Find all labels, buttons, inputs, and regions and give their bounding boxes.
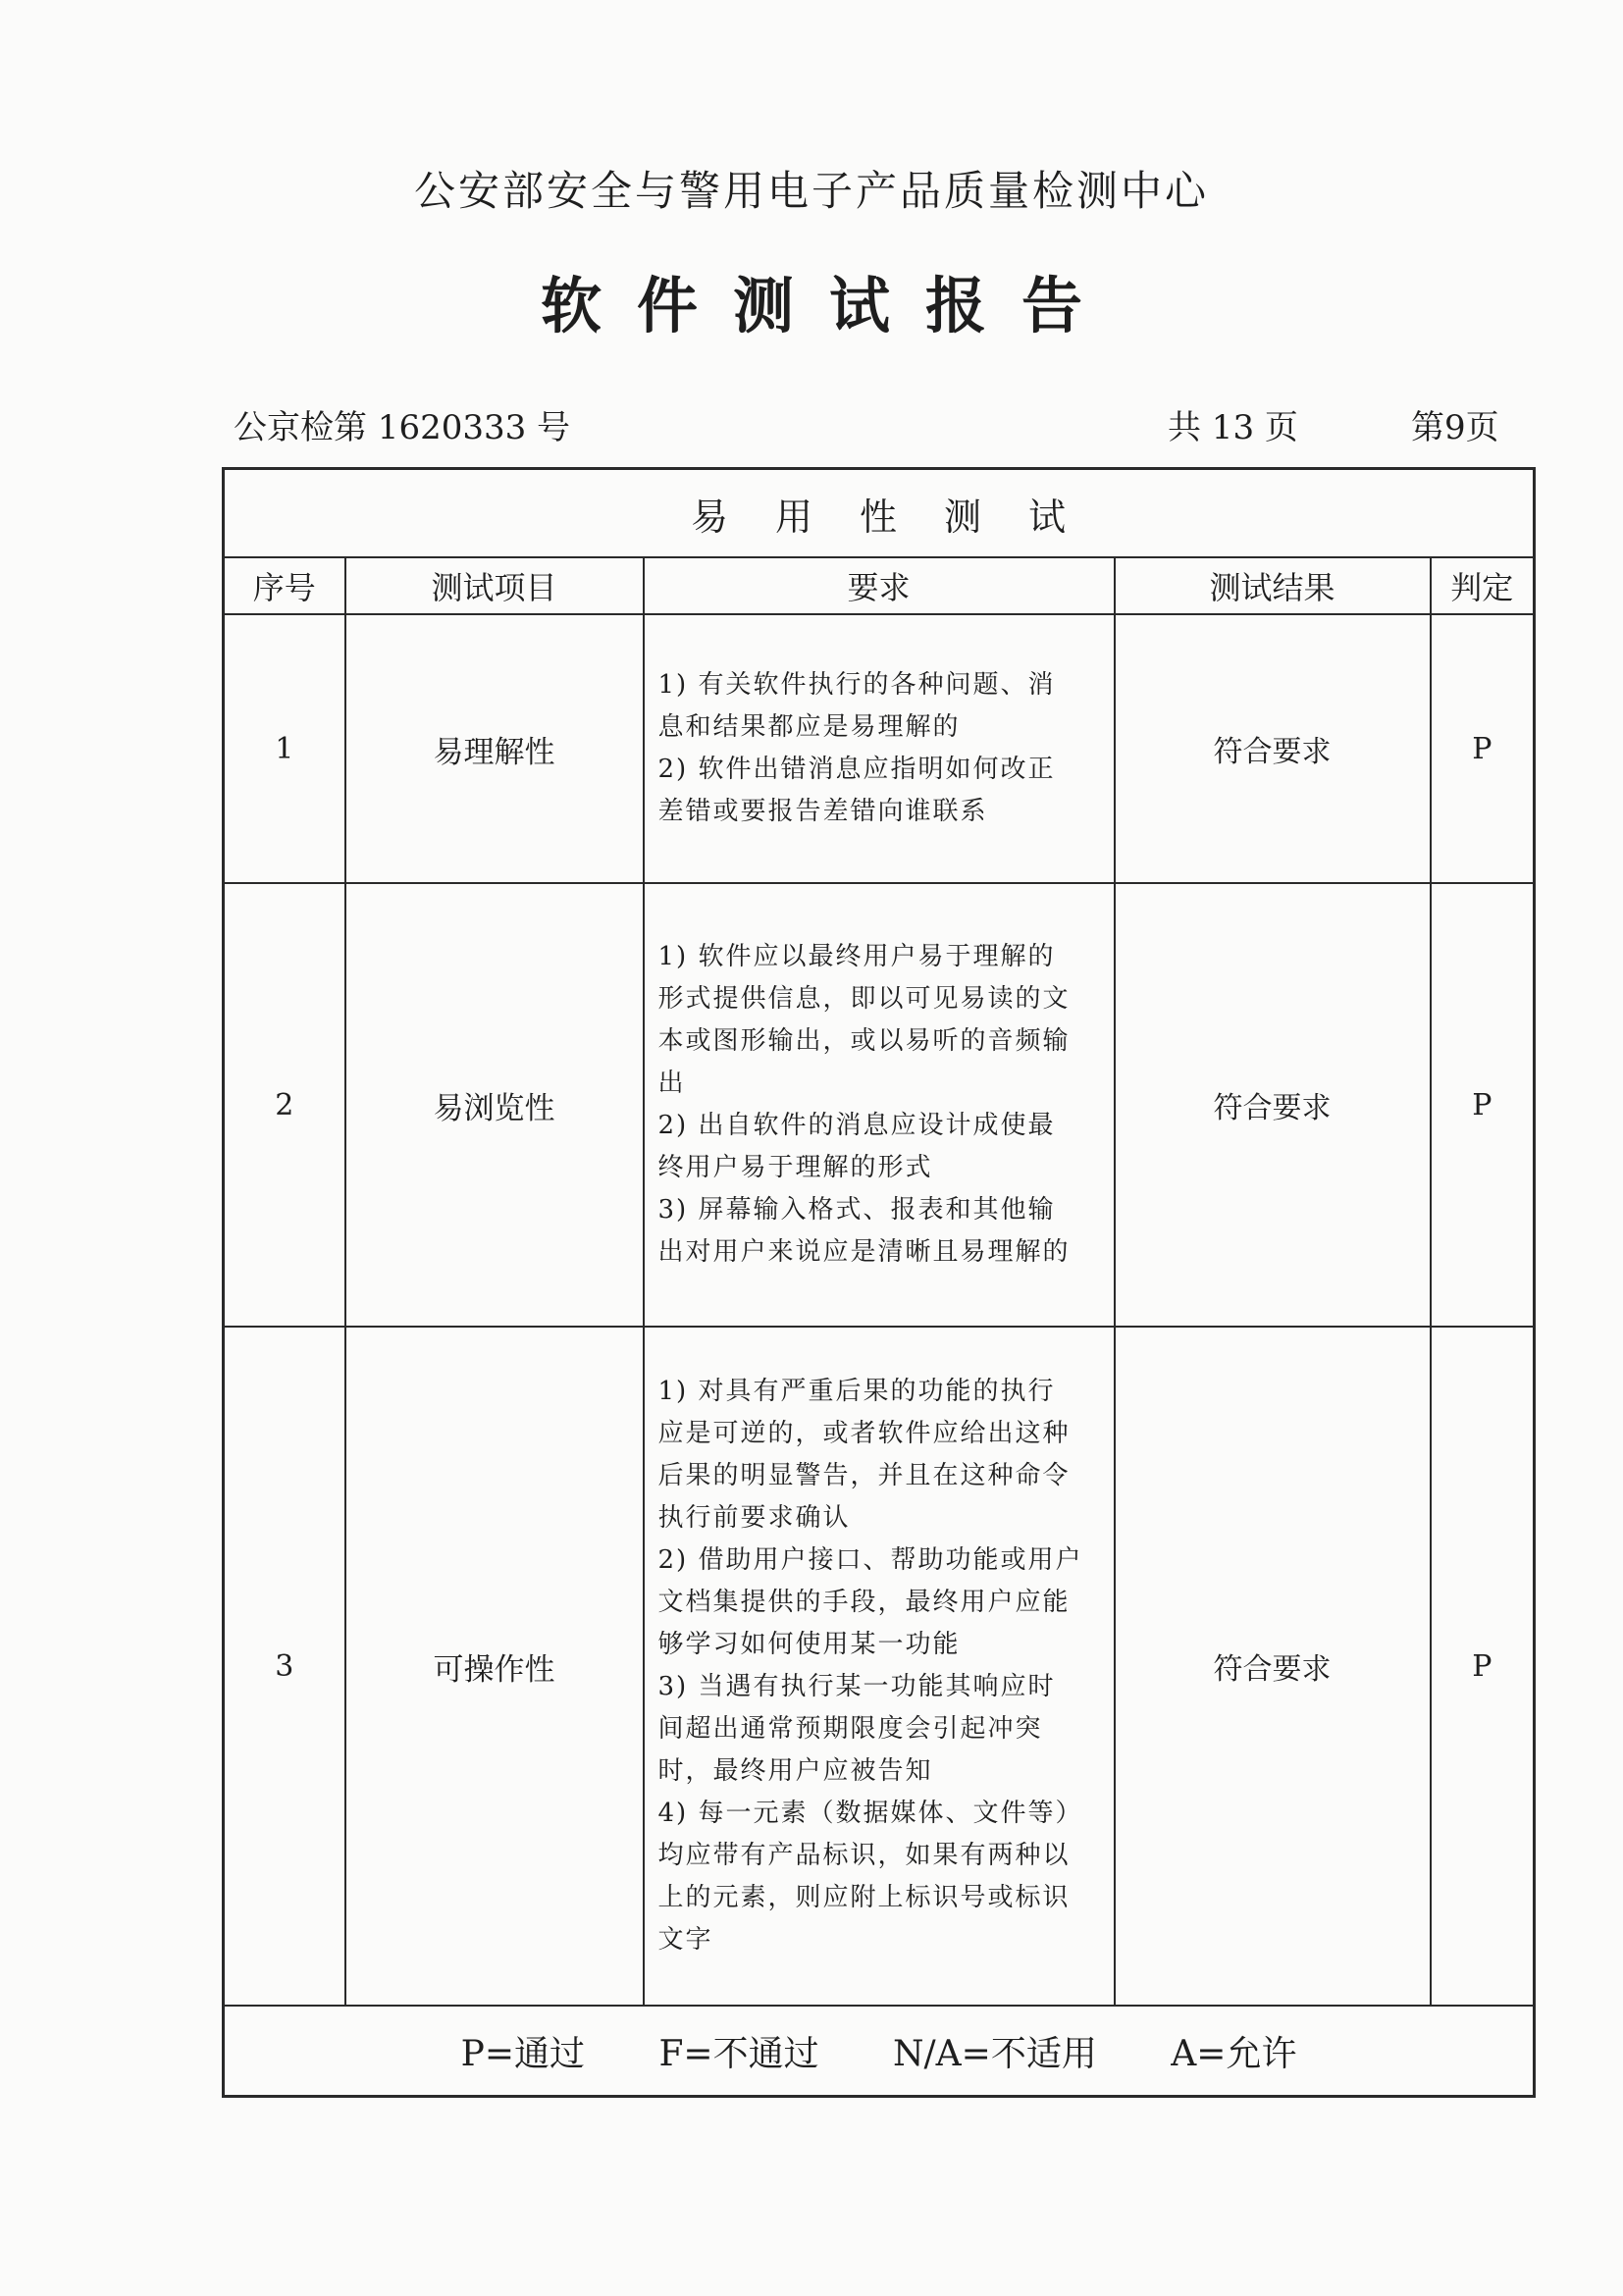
verdict: P bbox=[1431, 883, 1535, 1327]
column-header-no: 序号 bbox=[224, 557, 345, 614]
report-title: 软件测试报告 bbox=[540, 270, 1118, 341]
requirement-line: 本或图形输出，或以易听的音频输 bbox=[657, 1026, 1071, 1056]
test-result: 符合要求 bbox=[1115, 614, 1431, 883]
test-result: 符合要求 bbox=[1115, 883, 1431, 1327]
legend bbox=[224, 2006, 1535, 2097]
column-header-result: 测试结果 bbox=[1115, 557, 1431, 614]
requirement-line: 息和结果都应是易理解的 bbox=[657, 712, 961, 742]
column-header-requirement: 要求 bbox=[644, 557, 1115, 614]
legend-pass: P=通过 bbox=[460, 2033, 585, 2074]
requirement-line: 终用户易于理解的形式 bbox=[657, 1153, 933, 1182]
requirement-cell bbox=[644, 614, 1115, 883]
verdict: P bbox=[1431, 1327, 1535, 2006]
row-number: 1 bbox=[224, 614, 345, 883]
test-item: 可操作性 bbox=[345, 1327, 644, 2006]
requirement-line: 间超出通常预期限度会引起冲突 bbox=[657, 1714, 1043, 1744]
page-total: 共 13 页 bbox=[1168, 408, 1298, 447]
requirement-line: 上的元素，则应附上标识号或标识 bbox=[657, 1883, 1071, 1912]
legend-fail: F=不通过 bbox=[658, 2033, 819, 2074]
test-result: 符合要求 bbox=[1115, 1327, 1431, 2006]
legend-row bbox=[224, 2006, 1535, 2097]
header-row bbox=[224, 557, 1535, 614]
requirement-line: 2) 出自软件的消息应设计成使最 bbox=[657, 1111, 1056, 1140]
requirement-line: 1) 对具有严重后果的功能的执行 bbox=[657, 1377, 1056, 1406]
usability-test-table bbox=[222, 467, 1536, 2098]
row-number: 3 bbox=[224, 1327, 345, 2006]
requirement-line: 2) 借助用户接口、帮助功能或用户 bbox=[657, 1545, 1083, 1575]
requirement-line: 3) 当遇有执行某一功能其响应时 bbox=[657, 1672, 1056, 1701]
table-row bbox=[224, 883, 1535, 1327]
requirement-line: 文档集提供的手段，最终用户应能 bbox=[657, 1588, 1071, 1617]
requirement-line: 4) 每一元素（数据媒体、文件等） bbox=[657, 1799, 1083, 1828]
table-row bbox=[224, 614, 1535, 883]
legend-allowed: A=允许 bbox=[1171, 2033, 1297, 2074]
section-title: 易用性测试 bbox=[224, 469, 1535, 558]
requirement-line: 1) 软件应以最终用户易于理解的 bbox=[657, 942, 1056, 971]
legend-not-applicable: N/A=不适用 bbox=[893, 2033, 1097, 2074]
requirement-line: 文字 bbox=[657, 1925, 713, 1955]
table-row bbox=[224, 1327, 1535, 2006]
requirement-line: 差错或要报告差错向谁联系 bbox=[657, 797, 988, 826]
requirement-cell bbox=[644, 1327, 1115, 2006]
page-current: 第9页 bbox=[1411, 408, 1499, 447]
test-item: 易浏览性 bbox=[345, 883, 644, 1327]
requirement-line: 时，最终用户应被告知 bbox=[657, 1756, 933, 1786]
requirement-line: 均应带有产品标识，如果有两种以 bbox=[657, 1841, 1071, 1870]
requirement-line: 出 bbox=[657, 1069, 686, 1098]
verdict: P bbox=[1431, 614, 1535, 883]
requirement-line: 出对用户来说应是清晰且易理解的 bbox=[657, 1237, 1071, 1267]
report-number: 公京检第 1620333 号 bbox=[234, 408, 571, 447]
row-number: 2 bbox=[224, 883, 345, 1327]
section-title-row bbox=[224, 469, 1535, 558]
column-header-item: 测试项目 bbox=[345, 557, 644, 614]
column-header-verdict: 判定 bbox=[1431, 557, 1535, 614]
requirement-line: 应是可逆的，或者软件应给出这种 bbox=[657, 1419, 1071, 1448]
requirement-cell bbox=[644, 883, 1115, 1327]
requirement-line: 2) 软件出错消息应指明如何改正 bbox=[657, 755, 1056, 784]
requirement-line: 3) 屏幕输入格式、报表和其他输 bbox=[657, 1195, 1056, 1225]
test-item: 易理解性 bbox=[345, 614, 644, 883]
requirement-line: 够学习如何使用某一功能 bbox=[657, 1630, 961, 1659]
requirement-line: 执行前要求确认 bbox=[657, 1503, 851, 1533]
requirement-line: 1) 有关软件执行的各种问题、消 bbox=[657, 670, 1056, 700]
requirement-line: 形式提供信息，即以可见易读的文 bbox=[657, 984, 1071, 1014]
requirement-line: 后果的明显警告，并且在这种命令 bbox=[657, 1461, 1071, 1490]
organization-name: 公安部安全与警用电子产品质量检测中心 bbox=[413, 167, 1209, 215]
